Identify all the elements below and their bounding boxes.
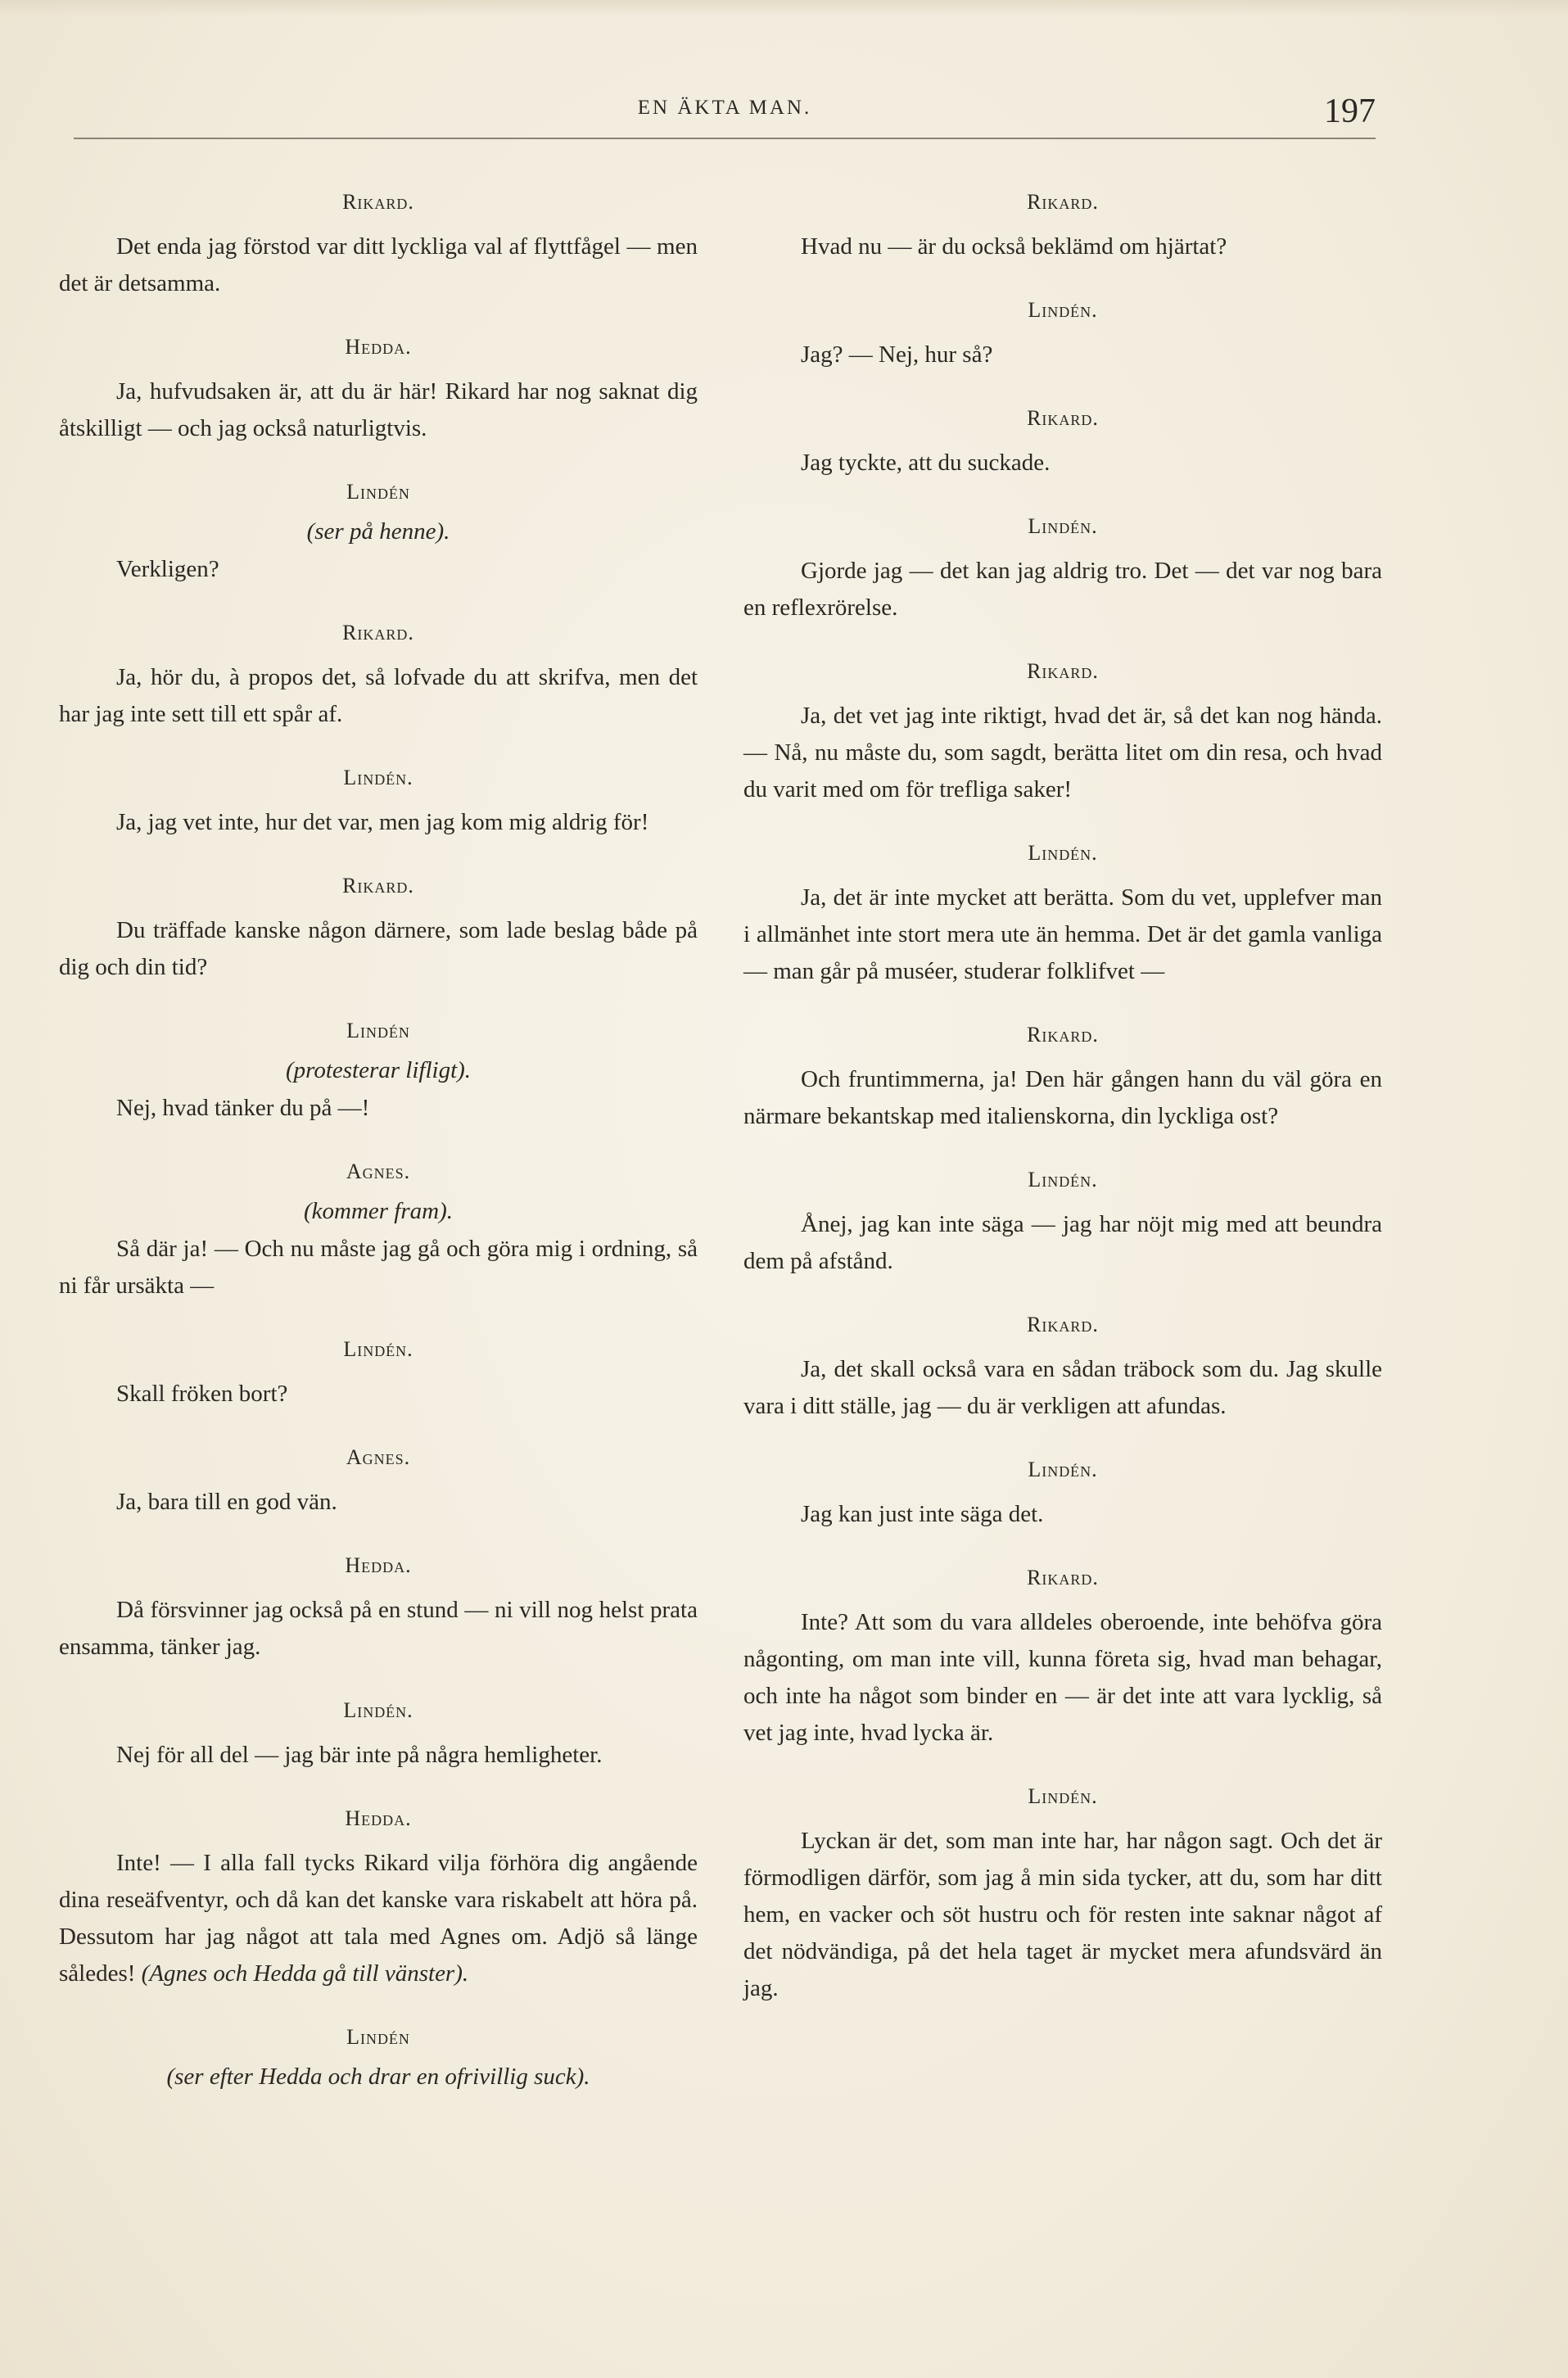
dialogue-block: [59, 1013, 698, 1127]
dialogue-block: [743, 653, 1382, 808]
stage-direction: (ser på henne).: [306, 518, 450, 545]
dialogue-line: [59, 1737, 698, 1774]
dialogue-line: [59, 804, 698, 841]
dialogue-line: [59, 228, 698, 302]
dialogue-block: [743, 1307, 1382, 1425]
dialogue-line: [743, 879, 1382, 990]
dialogue-line: [743, 1206, 1382, 1280]
dialogue-line: [59, 1090, 698, 1127]
dialogue-line: [743, 1061, 1382, 1135]
dialogue-block: [59, 615, 698, 733]
dialogue-block: [59, 184, 698, 302]
speaker-name: Lindén.: [1028, 1784, 1098, 1808]
dialogue-line: [59, 373, 698, 447]
dialogue-text: Jag? — Nej, hur så?: [801, 341, 993, 368]
dialogue-block: [743, 292, 1382, 373]
dialogue-text: Inte? Att som du vara alldeles oberoende, inte behöfva göra någonting, om man inte vill, kunna företa sig, hvad man behagar, och inte ha något som binder en — är det inte att vara lycklig, så vet jag inte, hvad lycka är.: [743, 1609, 1382, 1746]
dialogue-text: Och fruntimmerna, ja! Den här gången hann du väl göra en närmare bekantskap med italienskorna, din lyckliga ost?: [743, 1066, 1382, 1129]
dialogue-line: [59, 1592, 698, 1666]
dialogue-text: Ja, hufvudsaken är, att du är här! Rikard har nog saknat dig åtskilligt — och jag också naturligtvis.: [59, 378, 698, 441]
speaker-name: Rikard.: [1027, 659, 1099, 683]
dialogue-block: [59, 1440, 698, 1521]
dialogue-block: [59, 1693, 698, 1774]
speaker-name: Rikard.: [1027, 1023, 1099, 1047]
dialogue-line: [59, 1231, 698, 1304]
speaker-name: Lindén.: [343, 1698, 413, 1722]
dialogue-line: [743, 1496, 1382, 1533]
speaker-name: Rikard.: [1027, 190, 1099, 214]
dialogue-line: [59, 551, 698, 588]
dialogue-text: Ja, det skall också vara en sådan träbock som du. Jag skulle vara i ditt ställe, jag — du är verkligen att afundas.: [743, 1356, 1382, 1419]
speaker-name: Lindén: [346, 1019, 410, 1042]
dialogue-line: [59, 659, 698, 733]
speaker-name: Agnes.: [346, 1160, 411, 1183]
dialogue-line: [743, 1604, 1382, 1752]
speaker-name: Lindén.: [1028, 298, 1098, 322]
page-header: [74, 92, 1376, 141]
dialogue-block: [743, 835, 1382, 990]
dialogue-text: Nej, hvad tänker du på —!: [116, 1095, 370, 1121]
stage-direction: (protesterar lifligt).: [285, 1057, 472, 1083]
stage-direction: (kommer fram).: [303, 1198, 453, 1224]
dialogue-block: [743, 1017, 1382, 1135]
dialogue-block: [59, 1801, 698, 1992]
dialogue-text: Ja, bara till en god vän.: [116, 1489, 337, 1515]
dialogue-text: Skall fröken bort?: [116, 1381, 288, 1407]
dialogue-line: [743, 1823, 1382, 2007]
speaker-name: Rikard.: [342, 874, 414, 897]
dialogue-block: [743, 1560, 1382, 1752]
speaker-name: Lindén.: [1028, 514, 1098, 538]
speaker-name: Lindén: [346, 2025, 410, 2049]
dialogue-line: [743, 553, 1382, 626]
speaker-name: Rikard.: [1027, 1313, 1099, 1336]
dialogue-block: [743, 184, 1382, 265]
speaker-name: Hedda.: [345, 1553, 412, 1577]
dialogue-block: [59, 1154, 698, 1304]
speaker-name: Lindén.: [343, 766, 413, 789]
header-rule: [74, 138, 1376, 139]
dialogue-text: Du träffade kanske någon därnere, som lade beslag både på dig och din tid?: [59, 917, 698, 980]
dialogue-text: Ja, det är inte mycket att berätta. Som du vet, upplefver man i allmänhet inte stort mera ute än hemma. Det är det gamla vanliga — man går på muséer, studerar folklifvet —: [743, 884, 1382, 984]
dialogue-block: [743, 1452, 1382, 1533]
stage-direction: (ser efter Hedda och drar en ofrivillig suck).: [166, 2064, 590, 2090]
dialogue-line: [743, 228, 1382, 265]
speaker-name: Rikard.: [1027, 406, 1099, 430]
dialogue-block: [59, 329, 698, 447]
dialogue-block: [59, 1331, 698, 1413]
dialogue-text: Så där ja! — Och nu måste jag gå och göra mig i ordning, så ni får ursäkta —: [59, 1236, 698, 1299]
dialogue-block: [743, 400, 1382, 481]
speaker-name: Rikard.: [1027, 1566, 1099, 1589]
dialogue-text: Ånej, jag kan inte säga — jag har nöjt mig med att beundra dem på afstånd.: [743, 1211, 1382, 1274]
dialogue-block: [59, 760, 698, 841]
dialogue-text: Hvad nu — är du också beklämd om hjärtat?: [801, 233, 1227, 260]
dialogue-line: [743, 1351, 1382, 1425]
dialogue-line: [59, 912, 698, 986]
speaker-name: Lindén.: [343, 1337, 413, 1361]
right-column: [743, 184, 1382, 2034]
dialogue-text: Ja, hör du, à propos det, så lofvade du att skrifva, men det har jag inte sett till ett spår af.: [59, 664, 698, 727]
dialogue-block: [59, 2019, 698, 2095]
page-edge-shadow: [0, 0, 1568, 16]
dialogue-block: [59, 474, 698, 588]
left-column: [59, 184, 698, 2122]
speaker-name: Lindén.: [1028, 1458, 1098, 1481]
speaker-name: Hedda.: [345, 335, 412, 359]
dialogue-text: Det enda jag förstod var ditt lyckliga val af flyttfågel — men det är detsamma.: [59, 233, 698, 296]
speaker-name: Lindén.: [1028, 841, 1098, 865]
dialogue-block: [59, 868, 698, 986]
running-title: EN ÄKTA MAN.: [637, 97, 812, 119]
dialogue-block: [743, 509, 1382, 626]
dialogue-text: Lyckan är det, som man inte har, har någon sagt. Och det är förmodligen därför, som jag å min sida tycker, att du, som har ditt hem, en vacker och söt hustru och för resten inte saknar något af det nödvändiga, på det hela taget är mycket mera afundsvärd än jag.: [743, 1828, 1382, 2001]
dialogue-block: [743, 1779, 1382, 2007]
dialogue-block: [743, 1162, 1382, 1280]
dialogue-block: [59, 1548, 698, 1666]
dialogue-text: Jag kan just inte säga det.: [801, 1501, 1044, 1527]
dialogue-text: Ja, det vet jag inte riktigt, hvad det är, så det kan nog hända. — Nå, nu måste du, som sagdt, berätta litet om din resa, och hvad du varit med om för trefliga saker!: [743, 703, 1382, 802]
dialogue-text: Då försvinner jag också på en stund — ni vill nog helst prata ensamma, tänker jag.: [59, 1597, 698, 1660]
dialogue-line: [59, 1376, 698, 1413]
dialogue-text: Inte! — I alla fall tycks Rikard vilja förhöra dig angående dina reseäfventyr, och då kan det kanske vara riskabelt att höra på. Dessutom har jag något att tala med Agnes om. Adjö så länge således!: [59, 1850, 698, 1987]
dialogue-line: [743, 698, 1382, 808]
inline-stage-direction: (Agnes och Hedda gå till vänster).: [141, 1960, 469, 1987]
dialogue-text: Ja, jag vet inte, hur det var, men jag kom mig aldrig för!: [116, 809, 649, 835]
speaker-name: Agnes.: [346, 1445, 411, 1469]
speaker-name: Rikard.: [342, 190, 414, 214]
dialogue-text: Verkligen?: [116, 556, 219, 582]
dialogue-line: [743, 445, 1382, 481]
speaker-name: Rikard.: [342, 621, 414, 644]
speaker-name: Lindén.: [1028, 1168, 1098, 1191]
dialogue-text: Jag tyckte, att du suckade.: [801, 450, 1051, 476]
page-number: 197: [1324, 93, 1376, 130]
speaker-name: Hedda.: [345, 1806, 412, 1830]
dialogue-text: Nej för all del — jag bär inte på några hemligheter.: [116, 1742, 603, 1768]
dialogue-line: [59, 1845, 698, 1992]
speaker-name: Lindén: [346, 480, 410, 504]
dialogue-text: Gjorde jag — det kan jag aldrig tro. Det — det var nog bara en reflexrörelse.: [743, 558, 1382, 621]
dialogue-line: [743, 337, 1382, 373]
dialogue-line: [59, 1484, 698, 1521]
